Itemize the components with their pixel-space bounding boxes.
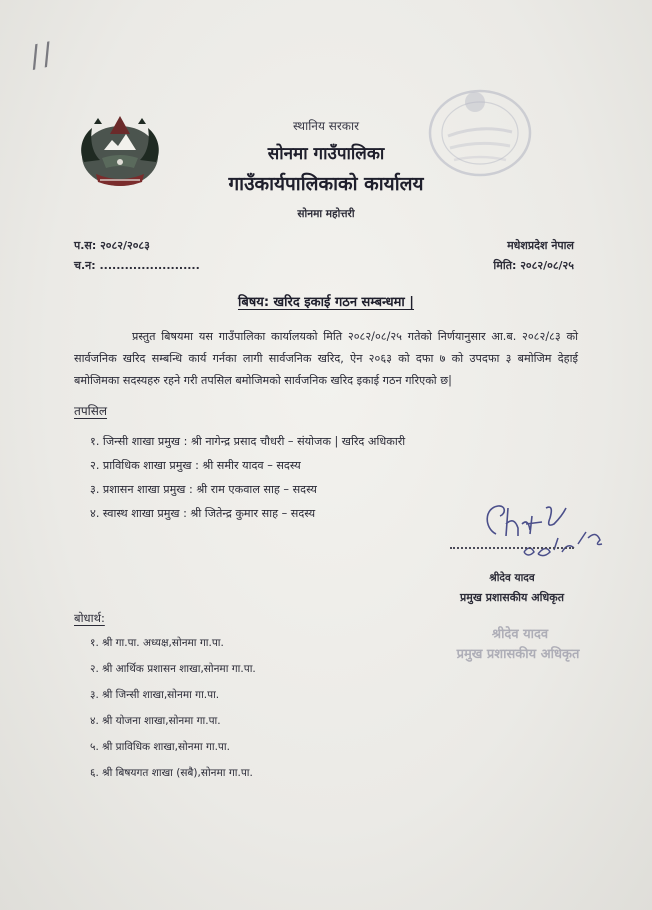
- office-round-stamp: [420, 78, 540, 188]
- cc-recipient: ६. श्री बिषयगत शाखा (सबै),सोनमा गा.पा.: [90, 767, 253, 779]
- pen-mark: //: [26, 35, 58, 76]
- name-stamp: श्रीदेव यादव: [491, 627, 549, 642]
- dispatch-number: च.न: ........................: [74, 259, 200, 272]
- reference-numbers: [74, 236, 200, 276]
- role-stamp: प्रमुख प्रशासकीय अधिकृत: [456, 647, 580, 662]
- letterhead-line-address: सोनमा महोत्तरी: [297, 208, 355, 220]
- letterhead-line-office: गाउँकार्यपालिकाको कार्यालय: [228, 173, 424, 195]
- committee-member: ४. स्वास्थ शाखा प्रमुख : श्री जितेन्द्र कुमार साह – सदस्य: [90, 507, 316, 520]
- letterhead-line-government: स्थानिय सरकार: [293, 119, 359, 133]
- committee-member: ३. प्रशासन शाखा प्रमुख : श्री राम एकवाल साह – सदस्य: [90, 483, 317, 496]
- location-and-date: [493, 236, 574, 276]
- province-label: मधेशप्रदेश नेपाल: [507, 239, 574, 252]
- letter-number: प.स: २०८२/२०८३: [74, 239, 150, 252]
- body-paragraph: प्रस्तुत बिषयमा यस गाउँपालिका कार्यालयको मिति २०८२/०८/२५ गतेको निर्णयानुसार आ.ब. २०८२/८३ को सार्वजनिक खरिद सम्बन्धि कार्य गर्नका लागी सार्वजनिक खरिद, ऐन २०६३ को दफा ७ को उपदफा ३ बमोजिम देहाई बमोजिमका सदस्यहरु रहने गरी तपसिल बमोजिमको सार्वजनिक खरिद इकाई गठन गरिएको छ|: [74, 330, 578, 387]
- cc-recipient: २. श्री आर्थिक प्रशासन शाखा,सोनमा गा.पा.: [90, 663, 256, 675]
- signatory-name: श्रीदेव यादव: [489, 572, 535, 584]
- letter-date: मिति: २०८२/०८/२५: [493, 259, 574, 272]
- signatory-title: प्रमुख प्रशासकीय अधिकृत: [460, 591, 564, 604]
- cc-recipient: १. श्री गा.पा. अध्यक्ष,सोनमा गा.पा.: [90, 637, 224, 649]
- cc-heading: बोधार्थ:: [74, 611, 105, 625]
- committee-member: २. प्राविधिक शाखा प्रमुख : श्री समीर यादव – सदस्य: [90, 459, 301, 472]
- subject-heading: [0, 292, 652, 310]
- cc-recipient: ३. श्री जिन्सी शाखा,सोनमा गा.पा.: [90, 689, 220, 701]
- committee-member: १. जिन्सी शाखा प्रमुख : श्री नागेन्द्र प्रसाद चौधरी – संयोजक | खरिद अधिकारी: [90, 435, 406, 448]
- signature-line: [450, 537, 574, 549]
- handwritten-signature: [462, 494, 622, 564]
- schedule-heading: तपसिल: [74, 404, 108, 418]
- cc-recipient: ४. श्री योजना शाखा,सोनमा गा.पा.: [90, 715, 221, 727]
- letterhead-line-municipality: सोनमा गाउँपालिका: [267, 144, 385, 164]
- cc-recipient: ५. श्री प्राविधिक शाखा,सोनमा गा.पा.: [90, 741, 230, 753]
- subject-text: बिषय: खरिद इकाई गठन सम्बन्धमा |: [237, 295, 415, 310]
